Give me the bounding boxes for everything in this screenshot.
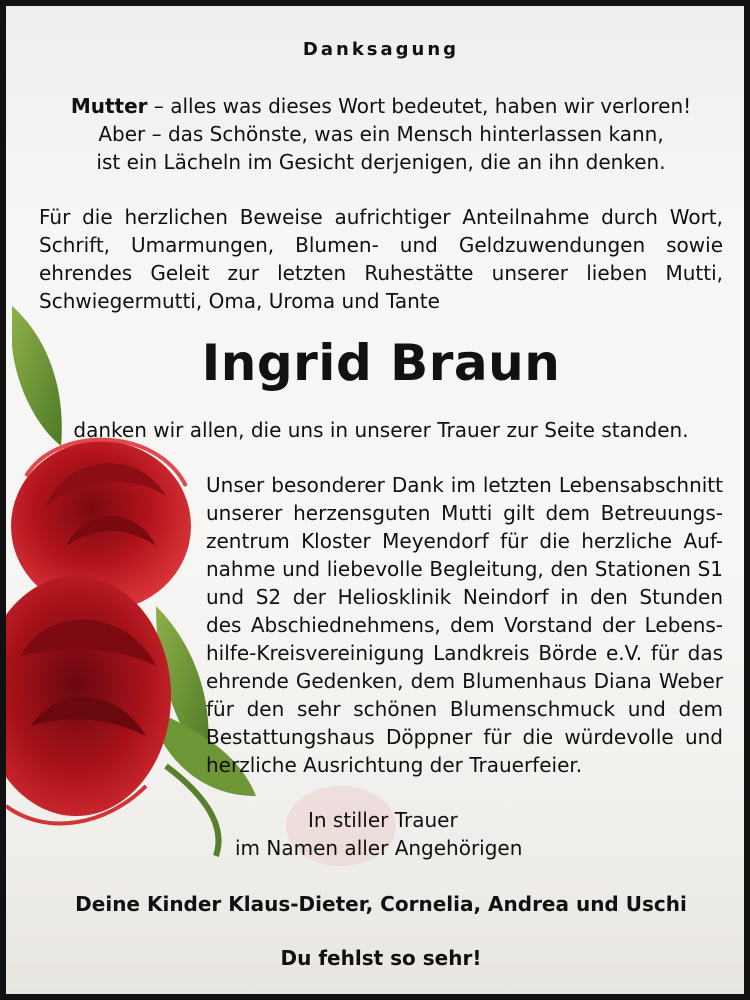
poem-line-2: Aber – das Schönste, was ein Mensch hinterlassen kann, xyxy=(98,122,664,146)
para2-line-8: ehrende Gedenken, dem Blumenhaus Diana Weber xyxy=(206,669,723,693)
para2-line-10: Bestattungshaus Döppner für die würdevolle und xyxy=(206,725,723,749)
para2-line-2: unserer herzensguten Mutti gilt dem Betreuungs- xyxy=(206,501,723,525)
para1-line-4: Schwiegermutti, Oma, Uroma und Tante xyxy=(39,289,440,313)
para2-line-6: des Abschiednehmens, dem Vorstand der Lebens- xyxy=(206,613,723,637)
para2-line-7: hilfe-Kreisvereinigung Landkreis Börde e.V. für das xyxy=(206,641,723,665)
closing-line-2: im Namen aller Angehörigen xyxy=(235,836,523,860)
para2-line-9: für den sehr schönen Blumenschmuck und dem xyxy=(206,697,723,721)
para2-line-1: Unser besonderer Dank im letzten Lebensabschnitt xyxy=(206,473,723,497)
thanks-line: danken wir allen, die uns in unserer Trauer zur Seite standen. xyxy=(73,418,689,442)
family-signature: Deine Kinder Klaus-Dieter, Cornelia, Andrea und Uschi xyxy=(75,892,687,916)
para1-line-1: Für die herzlichen Beweise aufrichtiger Anteilnahme durch Wort, xyxy=(39,205,723,229)
final-line: Du fehlst so sehr! xyxy=(280,946,482,970)
poem-line-1 xyxy=(6,94,750,118)
heading: Danksagung xyxy=(302,39,460,60)
para1-line-2: Schrift, Umarmungen, Blumen- und Geldzuwendungen sowie xyxy=(39,233,723,257)
para2-line-3: zentrum Kloster Meyendorf für die herzliche Auf- xyxy=(206,529,723,553)
rose-lower-icon xyxy=(6,576,171,823)
poem-bold-word: Mutter xyxy=(70,94,148,118)
poem-line-1-rest: – alles was dieses Wort bedeutet, haben wir verloren! xyxy=(147,94,692,118)
para2-line-5: und S2 der Heliosklinik Neindorf in den Stunden xyxy=(206,585,723,609)
poem-line-3: ist ein Lächeln im Gesicht derjenigen, die an ihn denken. xyxy=(96,150,666,174)
deceased-name: Ingrid Braun xyxy=(201,334,561,392)
para2-line-4: nahme und liebevolle Begleitung, den Stationen S1 xyxy=(206,557,723,581)
closing-line-1: In stiller Trauer xyxy=(308,808,458,832)
para1-line-3: ehrendes Geleit zur letzten Ruhestätte unserer lieben Mutti, xyxy=(39,261,723,285)
para2-line-11: herzliche Ausrichtung der Trauerfeier. xyxy=(206,753,583,777)
